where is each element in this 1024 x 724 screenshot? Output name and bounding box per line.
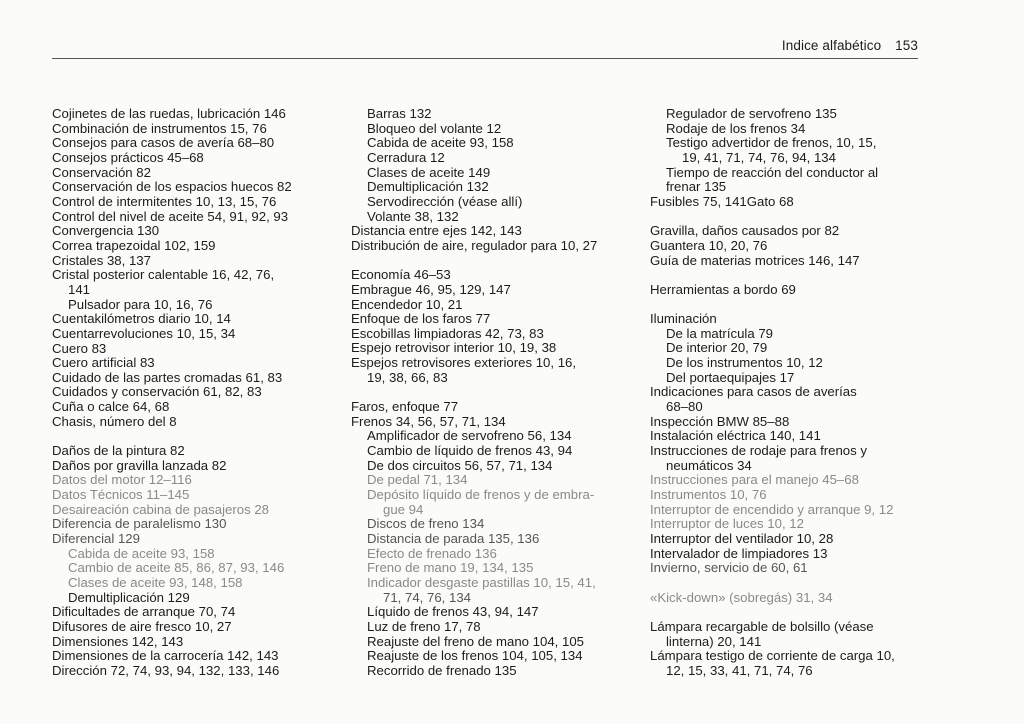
- index-entry: Faros, enfoque 77: [351, 399, 459, 415]
- index-subentry: 19, 38, 66, 83: [367, 369, 448, 385]
- index-subentry: 71, 74, 76, 134: [383, 589, 471, 605]
- index-spacer: [650, 605, 895, 620]
- index-entry: Distancia entre ejes 142, 143: [351, 223, 522, 239]
- index-entry: Distribución de aire, regulador para 10, 27: [351, 237, 598, 253]
- index-subentry: gue 94: [383, 501, 424, 517]
- index-spacer: [650, 298, 895, 313]
- index-entry: Cristal posterior calentable 16, 42, 76,: [52, 267, 275, 283]
- index-spacer: [52, 429, 292, 444]
- index-entry: Interruptor del ventilador 10, 28: [650, 530, 834, 546]
- index-entry: «Kick-down» (sobregás) 31, 34: [650, 589, 833, 605]
- index-entry: Datos del motor 12–116: [52, 472, 192, 488]
- index-subentry: Clases de aceite 93, 148, 158: [68, 574, 243, 590]
- index-subentry: Reajuste de los frenos 104, 105, 134: [367, 648, 583, 664]
- index-entry: Fusibles 75, 141Gato 68: [650, 193, 794, 209]
- index-entry: Encendedor 10, 21: [351, 296, 463, 312]
- index-entry: Cuentakilómetros diario 10, 14: [52, 311, 231, 327]
- index-subentry: Luz de freno 17, 78: [367, 618, 481, 634]
- index-title: Indice alfabético: [781, 38, 882, 53]
- index-spacer: [351, 385, 597, 400]
- index-entry: Conservación 82: [52, 164, 151, 180]
- index-entry: Invierno, servicio de 60, 61: [650, 560, 808, 576]
- index-subentry: Discos de freno 134: [367, 516, 485, 532]
- index-entry: Cojinetes de las ruedas, lubricación 146: [52, 106, 286, 121]
- index-subentry: Freno de mano 19, 134, 135: [367, 560, 534, 576]
- index-subentry: Demultiplicación 132: [367, 179, 489, 195]
- index-entry: Lámpara testigo de corriente de carga 10,: [650, 648, 895, 664]
- index-entry: Cristales 38, 137: [52, 252, 151, 268]
- index-subentry: Reajuste del freno de mano 104, 105: [367, 633, 585, 649]
- index-entry: Instrucciones de rodaje para frenos y: [650, 443, 867, 459]
- page-header: [0, 38, 918, 53]
- index-entry: Conservación de los espacios huecos 82: [52, 179, 292, 195]
- index-entry: Herramientas a bordo 69: [650, 281, 796, 297]
- index-entry: Cuidado de las partes cromadas 61, 83: [52, 369, 283, 385]
- index-entry: Diferencia de paralelismo 130: [52, 516, 227, 532]
- index-subentry: Amplificador de servofreno 56, 134: [367, 428, 572, 444]
- index-entry: Cuentarrevoluciones 10, 15, 34: [52, 325, 236, 341]
- index-entry: Interruptor de luces 10, 12: [650, 516, 804, 532]
- index-entry: Espejo retrovisor interior 10, 19, 38: [351, 340, 557, 356]
- header-rule: [52, 58, 918, 59]
- index-entry: Escobillas limpiadoras 42, 73, 83: [351, 325, 544, 341]
- index-subentry: Efecto de frenado 136: [367, 545, 497, 561]
- index-entry: Espejos retrovisores exteriores 10, 16,: [351, 355, 577, 371]
- index-subentry: Rodaje de los frenos 34: [666, 120, 806, 136]
- index-subentry: De pedal 71, 134: [367, 472, 468, 488]
- index-subentry: Líquido de frenos 43, 94, 147: [367, 604, 539, 620]
- index-entry: Daños por gravilla lanzada 82: [52, 457, 227, 473]
- index-subentry: Recorrido de frenado 135: [367, 662, 517, 678]
- index-entry: Dirección 72, 74, 93, 94, 132, 133, 146: [52, 662, 280, 678]
- index-subentry: Cambio de aceite 85, 86, 87, 93, 146: [68, 560, 285, 576]
- index-entry: Consejos para casos de avería 68–80: [52, 135, 275, 151]
- index-entry: Embrague 46, 95, 129, 147: [351, 281, 511, 297]
- index-entry: Convergencia 130: [52, 223, 160, 239]
- index-entry: Desaireación cabina de pasajeros 28: [52, 501, 270, 517]
- index-entry: Control de intermitentes 10, 13, 15, 76: [52, 193, 277, 209]
- index-entry: Cuña o calce 64, 68: [52, 399, 170, 415]
- index-subentry: Volante 38, 132: [367, 208, 459, 224]
- index-subentry: Cambio de líquido de frenos 43, 94: [367, 443, 573, 459]
- index-subentry: Indicador desgaste pastillas 10, 15, 41,: [367, 574, 596, 590]
- index-entry: Cuero 83: [52, 340, 107, 356]
- index-subentry: Regulador de servofreno 135: [666, 106, 837, 121]
- index-subentry: De interior 20, 79: [666, 340, 768, 356]
- index-spacer: [650, 210, 895, 225]
- index-subentry: frenar 135: [666, 179, 727, 195]
- index-entry: Lámpara recargable de bolsillo (véase: [650, 618, 874, 634]
- index-entry: Daños de la pintura 82: [52, 443, 185, 459]
- index-subentry: Cerradura 12: [367, 149, 445, 165]
- index-entry: Consejos prácticos 45–68: [52, 149, 204, 165]
- index-entry: Inspección BMW 85–88: [650, 413, 790, 429]
- index-entry: Control del nivel de aceite 54, 91, 92, 93: [52, 208, 289, 224]
- index-subentry: 19, 41, 71, 74, 76, 94, 134: [682, 149, 836, 165]
- index-subentry: De dos circuitos 56, 57, 71, 134: [367, 457, 553, 473]
- index-subentry: 12, 15, 33, 41, 71, 74, 76: [666, 662, 813, 678]
- index-subentry: Bloqueo del volante 12: [367, 120, 502, 136]
- index-entry: Iluminación: [650, 311, 717, 327]
- index-entry: Intervalador de limpiadores 13: [650, 545, 828, 561]
- index-subentry: De los instrumentos 10, 12: [666, 355, 823, 371]
- index-spacer: [650, 268, 895, 283]
- index-entry: Chasis, número del 8: [52, 413, 177, 429]
- index-subentry: Servodirección (véase allí): [367, 193, 523, 209]
- index-entry: Cuidados y conservación 61, 82, 83: [52, 384, 262, 400]
- index-entry: Diferencial 129: [52, 531, 140, 547]
- index-subentry: 141: [68, 281, 91, 297]
- index-subentry: Demultiplicación 129: [68, 589, 190, 605]
- index-entry: Economía 46–53: [351, 267, 451, 283]
- index-subentry: 68–80: [666, 399, 703, 415]
- index-entry: Enfoque de los faros 77: [351, 311, 491, 327]
- index-entry: Datos Técnicos 11–145: [52, 487, 190, 503]
- index-entry: Interruptor de encendido y arranque 9, 12: [650, 501, 894, 517]
- page-number: 153: [895, 38, 918, 53]
- index-spacer: [351, 254, 597, 269]
- index-subentry: Testigo advertidor de frenos, 10, 15,: [666, 135, 877, 151]
- index-subentry: Barras 132: [367, 106, 432, 121]
- index-entry: Difusores de aire fresco 10, 27: [52, 618, 232, 634]
- index-subentry: Del portaequipajes 17: [666, 369, 795, 385]
- index-subentry: De la matrícula 79: [666, 325, 774, 341]
- index-column-2: [351, 107, 597, 679]
- index-entry: Guía de materias motrices 146, 147: [650, 252, 860, 268]
- index-entry: Gravilla, daños causados por 82: [650, 223, 840, 239]
- index-entry: Dimensiones de la carrocería 142, 143: [52, 648, 279, 664]
- index-spacer: [650, 576, 895, 591]
- index-column-1: [52, 107, 292, 679]
- index-subentry: Depósito líquido de frenos y de embra-: [367, 487, 595, 503]
- index-entry: Dimensiones 142, 143: [52, 633, 184, 649]
- index-entry: Frenos 34, 56, 57, 71, 134: [351, 413, 506, 429]
- index-entry: Combinación de instrumentos 15, 76: [52, 120, 267, 136]
- index-entry: Instalación eléctrica 140, 141: [650, 428, 821, 444]
- index-entry: Correa trapezoidal 102, 159: [52, 237, 216, 253]
- index-subentry: Clases de aceite 149: [367, 164, 491, 180]
- index-subentry: Cabida de aceite 93, 158: [367, 135, 514, 151]
- index-subentry: Distancia de parada 135, 136: [367, 531, 540, 546]
- index-entry: Dificultades de arranque 70, 74: [52, 604, 236, 620]
- index-entry: Indicaciones para casos de averías: [650, 384, 857, 400]
- index-entry: Instrucciones para el manejo 45–68: [650, 472, 859, 488]
- index-subentry: Pulsador para 10, 16, 76: [68, 296, 213, 312]
- index-subentry: linterna) 20, 141: [666, 633, 762, 649]
- index-subentry: neumáticos 34: [666, 457, 752, 473]
- index-subentry: Tiempo de reacción del conductor al: [666, 164, 879, 180]
- index-column-3: [650, 107, 895, 679]
- index-entry: Guantera 10, 20, 76: [650, 237, 768, 253]
- index-entry: Cuero artificial 83: [52, 355, 155, 371]
- index-subentry: Cabida de aceite 93, 158: [68, 545, 215, 561]
- index-entry: Instrumentos 10, 76: [650, 487, 767, 503]
